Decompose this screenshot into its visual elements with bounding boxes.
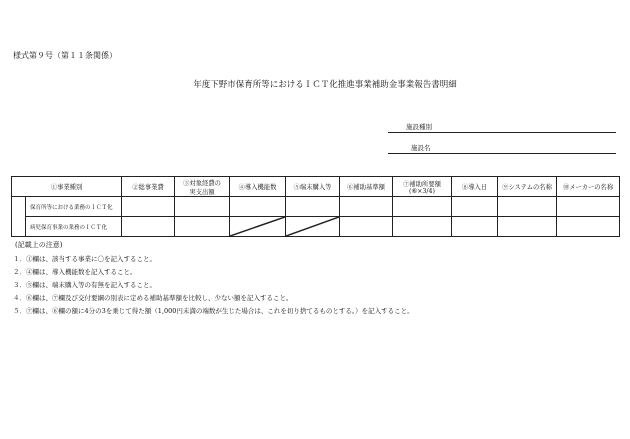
- note-item: ３．⑤欄は、端末購入等の有無を記入すること。: [13, 281, 156, 289]
- notes-heading: (記載上の注意): [15, 241, 63, 249]
- diagonal-slash-icon: [286, 217, 339, 236]
- cell-standard-amount[interactable]: [340, 197, 393, 217]
- note-item: ４．⑥欄は、⑦欄及び交付要綱の別表に定める補助基準額を比較し、少ない額を記入すること。: [13, 294, 293, 302]
- cell-system-name[interactable]: [498, 197, 557, 217]
- note-item: １．①欄は、該当する事業に〇を記入すること。: [13, 255, 156, 263]
- cell-required-amount[interactable]: [393, 217, 452, 237]
- cell-required-amount[interactable]: [393, 197, 452, 217]
- header-function-count: ④導入機能数: [230, 177, 286, 197]
- header-device-purchase: ⑤端末購入等: [286, 177, 340, 197]
- cell-actual-expenditure[interactable]: [175, 197, 230, 217]
- table-row: [12, 217, 620, 237]
- document-title: 年度下野市保育所等におけるＩＣＴ化推進事業補助金事業報告書明細: [193, 80, 457, 90]
- report-detail-table: [11, 176, 620, 237]
- cell-function-count-na: [230, 217, 286, 237]
- cell-introduction-date[interactable]: [452, 197, 498, 217]
- header-actual-expenditure: [175, 177, 230, 197]
- cell-maker-name[interactable]: [557, 217, 620, 237]
- header-actual-expenditure-line2: 実支出額: [189, 188, 215, 196]
- header-required-amount: [393, 177, 452, 197]
- cell-total-cost[interactable]: [122, 197, 175, 217]
- note-item: ５．⑦欄は、⑥欄の額に4分の3を乗じて得た額（1,000円未満の端数が生じた場合は、これを切り捨てるものとする。）を記入すること。: [13, 307, 414, 315]
- header-standard-amount: ⑥補助基準額: [340, 177, 393, 197]
- facility-name-field[interactable]: [388, 140, 616, 154]
- header-required-amount-line2: (⑥×3/4): [409, 187, 435, 195]
- form-number: 様式第９号（第１１条関係）: [13, 51, 117, 60]
- header-introduction-date: ⑧導入日: [452, 177, 498, 197]
- facility-type-field[interactable]: [388, 119, 616, 133]
- cell-introduction-date[interactable]: [452, 217, 498, 237]
- header-maker-name: ⑩メーカーの名称: [557, 177, 620, 197]
- cell-standard-amount[interactable]: [340, 217, 393, 237]
- facility-name-label: 施設名: [411, 144, 431, 152]
- header-business-type: ①事業種別: [12, 177, 122, 197]
- row-label-nursery-ict: 保育所等における業務のＩＣＴ化: [26, 197, 122, 217]
- diagonal-slash-icon: [230, 217, 285, 236]
- header-required-amount-line1: ⑦補助所要額: [403, 180, 441, 188]
- facility-type-label: 施設種別: [406, 123, 432, 131]
- cell-device-purchase[interactable]: [286, 197, 340, 217]
- cell-device-purchase-na: [286, 217, 340, 237]
- table-header-row: [12, 177, 620, 197]
- note-item: ２．④欄は、導入機能数を記入すること。: [13, 268, 137, 276]
- header-actual-expenditure-line1: ③対象経費の: [183, 179, 221, 187]
- cell-maker-name[interactable]: [557, 197, 620, 217]
- header-system-name: ⑨システムの名称: [498, 177, 557, 197]
- row-marker-cell[interactable]: [12, 197, 26, 237]
- cell-function-count[interactable]: [230, 197, 286, 217]
- header-total-cost: ②総事業費: [122, 177, 175, 197]
- cell-system-name[interactable]: [498, 217, 557, 237]
- row-label-sick-child-ict: 病児保育事業の業務のＩＣＴ化: [26, 217, 122, 237]
- cell-actual-expenditure[interactable]: [175, 217, 230, 237]
- cell-total-cost[interactable]: [122, 217, 175, 237]
- table-row: [12, 197, 620, 217]
